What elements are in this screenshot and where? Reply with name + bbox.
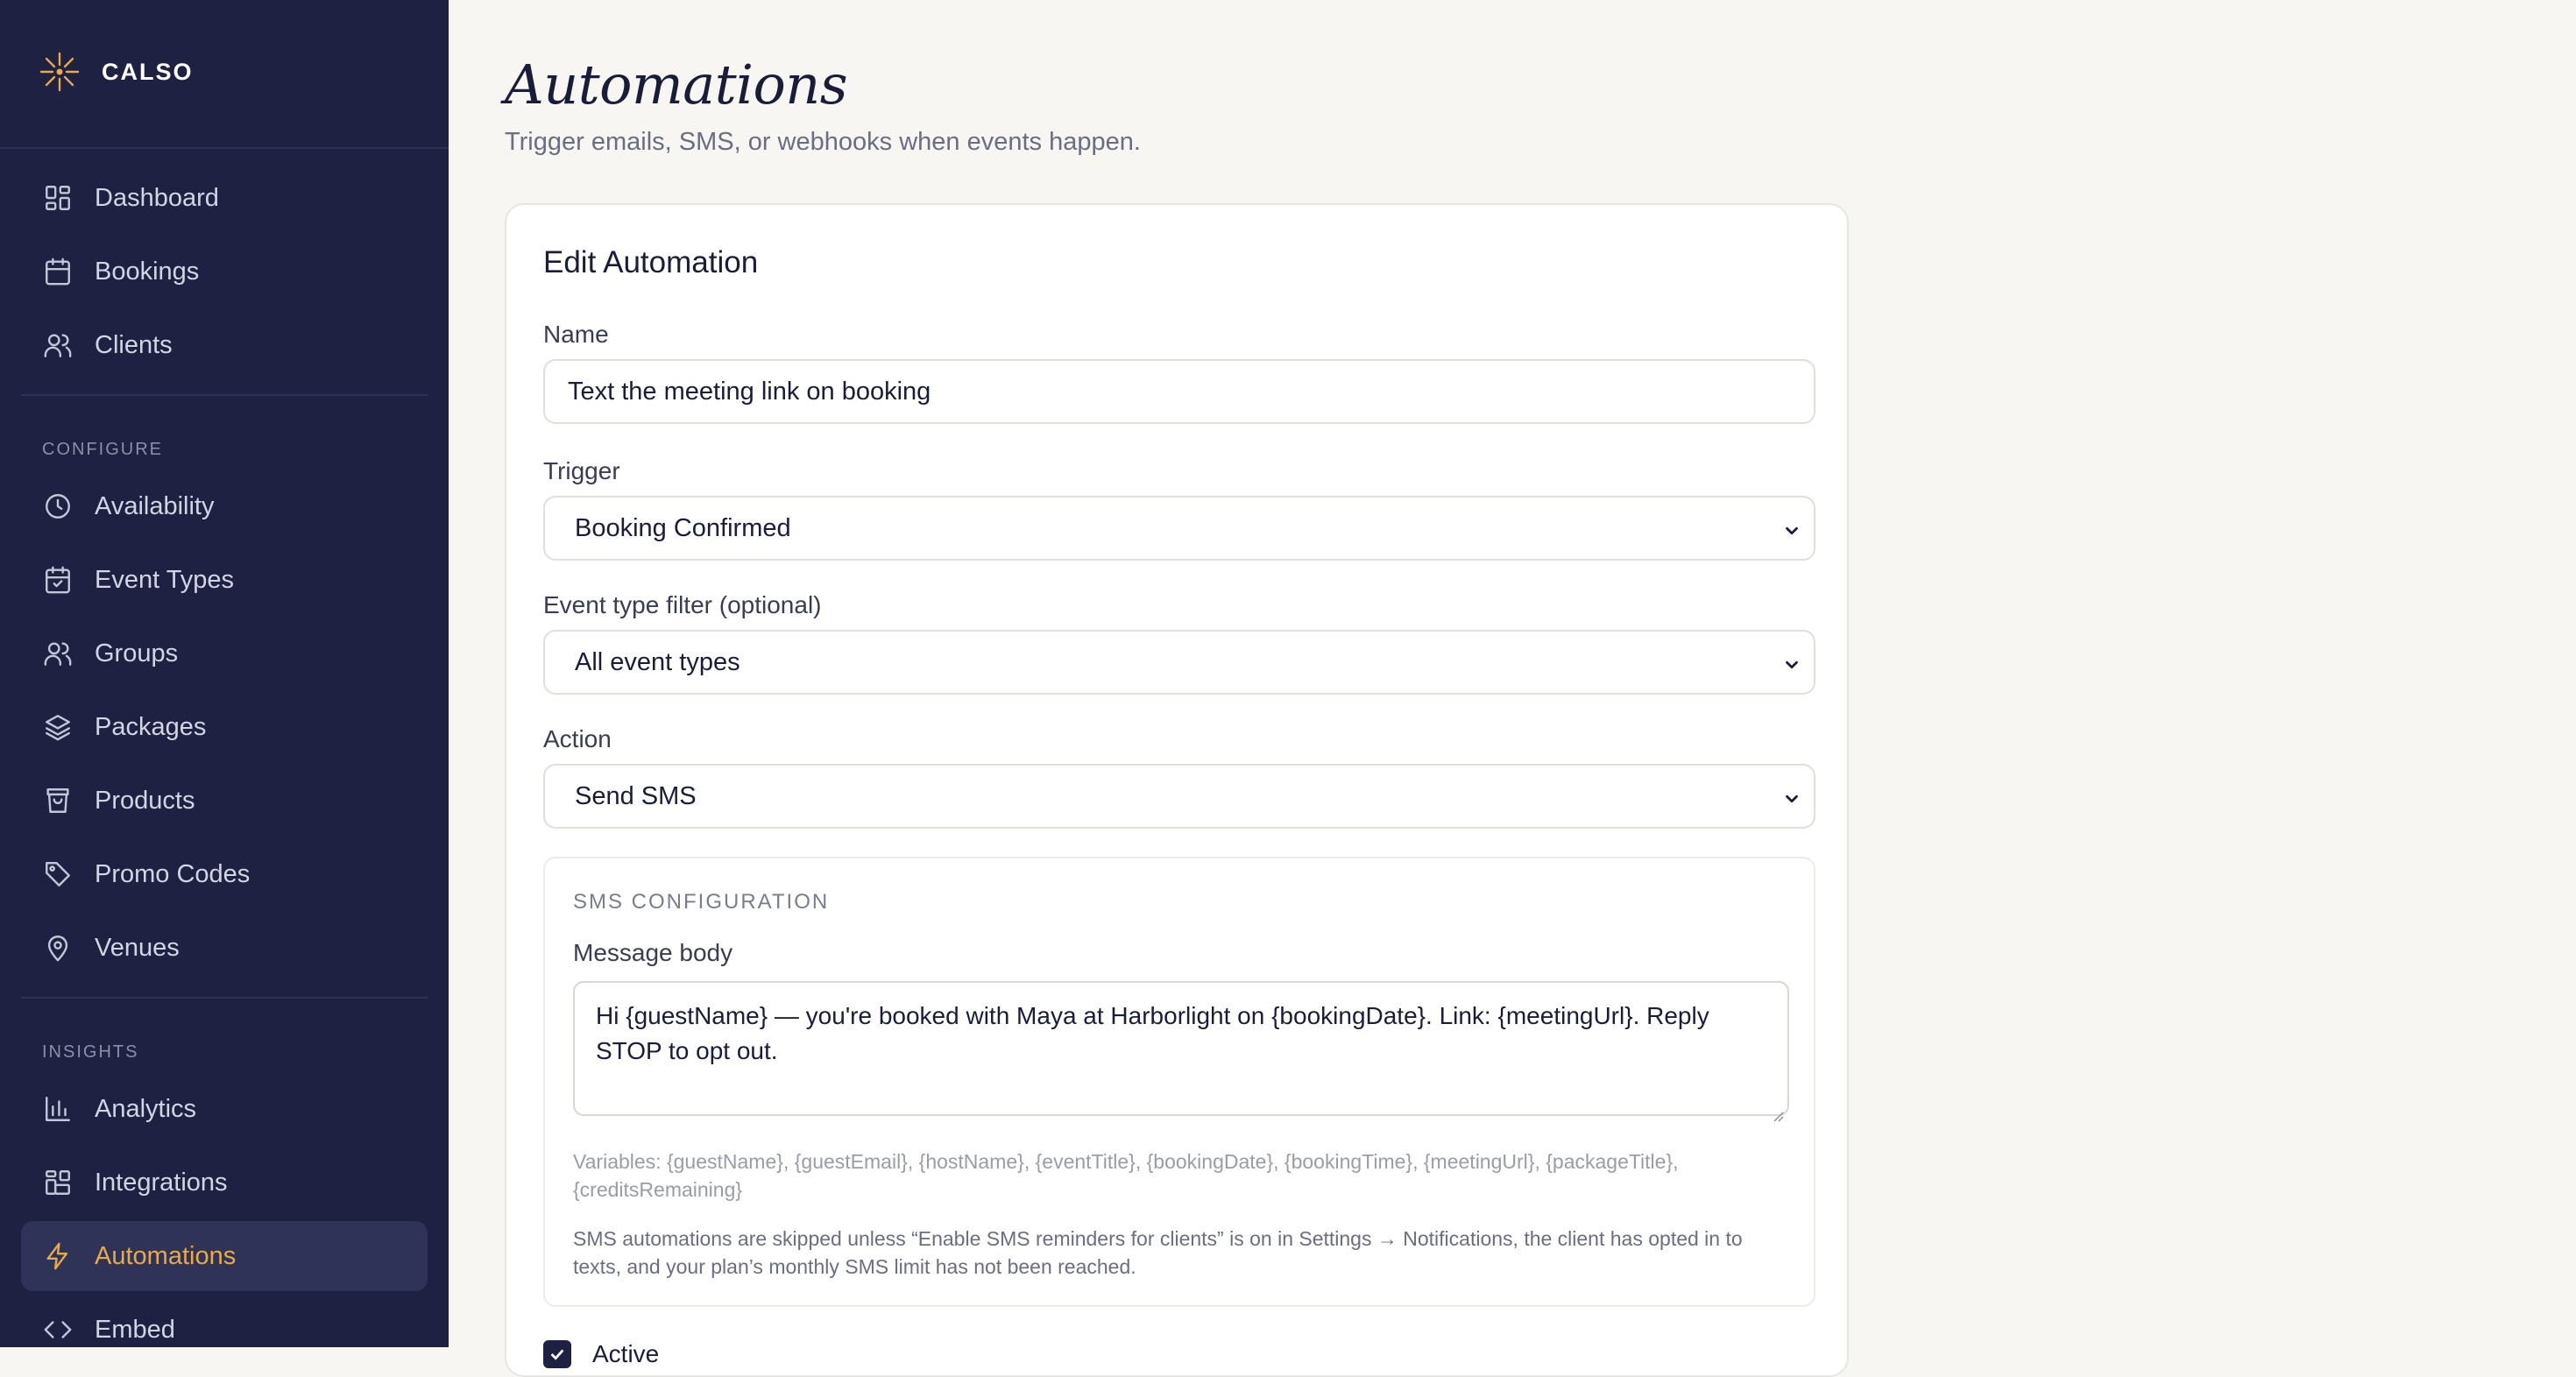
page-subtitle: Trigger emails, SMS, or webhooks when events happen.: [505, 128, 1141, 156]
event-filter-label: Event type filter (optional): [543, 591, 822, 618]
sidebar-item-analytics[interactable]: [21, 1074, 428, 1144]
sidebar-item-label: Bookings: [95, 257, 200, 286]
sidebar-item-label: Automations: [95, 1241, 237, 1270]
chevron-down-icon: [1782, 789, 1801, 809]
event-filter-select[interactable]: [543, 630, 1815, 695]
sidebar-divider: [0, 147, 449, 149]
sidebar-item-automations[interactable]: [21, 1221, 428, 1291]
puzzle-icon: [43, 1168, 73, 1197]
sidebar-item-integrations[interactable]: [21, 1148, 428, 1218]
tag-icon: [43, 859, 73, 889]
sidebar-item-label: Availability: [95, 491, 215, 520]
sidebar-item-event-types[interactable]: [21, 545, 428, 615]
active-toggle-row: [543, 1340, 659, 1368]
dashboard-icon: [43, 183, 73, 213]
action-select[interactable]: [543, 764, 1815, 829]
section-title-configure: CONFIGURE: [42, 440, 163, 459]
name-input-value: Text the meeting link on booking: [568, 377, 931, 406]
calendar-icon: [43, 257, 73, 286]
active-label: Active: [592, 1340, 660, 1367]
trigger-select[interactable]: [543, 496, 1815, 561]
message-body-label: Message body: [573, 939, 733, 966]
sidebar-item-venues[interactable]: [21, 913, 428, 983]
message-body-value: Hi {guestName} — you're booked with Maya at Harborlight on {bookingDate}. Link: {meetingUrl}. Reply STOP to opt out.: [596, 1002, 1709, 1064]
sms-configuration-heading: SMS CONFIGURATION: [573, 890, 830, 914]
sidebar-item-bookings[interactable]: [21, 237, 428, 307]
edit-automation-card: [505, 203, 1849, 1377]
sidebar-item-label: Integrations: [95, 1168, 228, 1197]
sidebar-item-label: Analytics: [95, 1094, 197, 1123]
name-input[interactable]: [543, 359, 1815, 424]
code-icon: [43, 1315, 73, 1345]
sidebar-item-dashboard[interactable]: [21, 163, 428, 233]
action-select-value: Send SMS: [575, 781, 697, 810]
brand-name: CALSO: [102, 58, 194, 85]
event-filter-select-value: All event types: [575, 647, 740, 676]
sidebar-item-clients[interactable]: [21, 310, 428, 380]
name-label: Name: [543, 321, 609, 348]
sidebar-item-label: Event Types: [95, 565, 235, 594]
sidebar: [0, 0, 449, 1347]
sidebar-item-label: Products: [95, 786, 195, 815]
sidebar-item-embed[interactable]: [21, 1295, 428, 1347]
lightning-icon: [43, 1241, 73, 1271]
chevron-down-icon: [1782, 521, 1801, 540]
action-label: Action: [543, 725, 612, 752]
map-pin-icon: [43, 933, 73, 963]
sidebar-item-promo-codes[interactable]: [21, 839, 428, 909]
sidebar-item-products[interactable]: [21, 766, 428, 836]
sidebar-item-label: Promo Codes: [95, 859, 251, 888]
sidebar-item-label: Venues: [95, 933, 180, 962]
sidebar-item-label: Embed: [95, 1315, 175, 1344]
page-title: Automations: [505, 53, 848, 117]
sidebar-item-label: Dashboard: [95, 183, 219, 212]
sidebar-divider: [21, 997, 428, 999]
section-title-insights: INSIGHTS: [42, 1042, 139, 1062]
variables-help: Variables: {guestName}, {guestEmail}, {hostName}, {eventTitle}, {bookingDate}, {bookingTime}, {meetingUrl}, {packageTitle}, {creditsRemaining}: [573, 1150, 1679, 1201]
sidebar-item-packages[interactable]: [21, 692, 428, 762]
clock-icon: [43, 491, 73, 521]
users-icon: [43, 330, 73, 360]
layers-icon: [43, 712, 73, 742]
sms-configuration-panel: [543, 857, 1815, 1307]
trigger-label: Trigger: [543, 457, 620, 484]
sidebar-item-groups[interactable]: [21, 618, 428, 688]
check-icon: [548, 1345, 567, 1364]
sidebar-item-label: Packages: [95, 712, 207, 741]
message-body-textarea[interactable]: [573, 981, 1789, 1116]
card-title: Edit Automation: [543, 245, 759, 279]
sidebar-divider: [21, 394, 428, 396]
sidebar-item-label: Groups: [95, 639, 179, 667]
sidebar-item-availability[interactable]: [21, 471, 428, 541]
active-checkbox[interactable]: [543, 1340, 571, 1368]
trigger-select-value: Booking Confirmed: [575, 513, 791, 542]
sun-logo-icon: [39, 51, 81, 93]
sidebar-item-label: Clients: [95, 330, 173, 359]
resize-grip-icon[interactable]: [1770, 1108, 1784, 1122]
sms-requirements-note: SMS automations are skipped unless “Enable SMS reminders for clients” is on in Settings → Notifications, the client has opted in to texts, and your plan’s monthly SMS limit has not been reached.: [573, 1227, 1743, 1278]
group-icon: [43, 639, 73, 668]
brand[interactable]: [39, 51, 194, 93]
calendar-check-icon: [43, 565, 73, 595]
bar-chart-icon: [43, 1094, 73, 1124]
shopping-bag-icon: [43, 786, 73, 816]
chevron-down-icon: [1782, 655, 1801, 674]
